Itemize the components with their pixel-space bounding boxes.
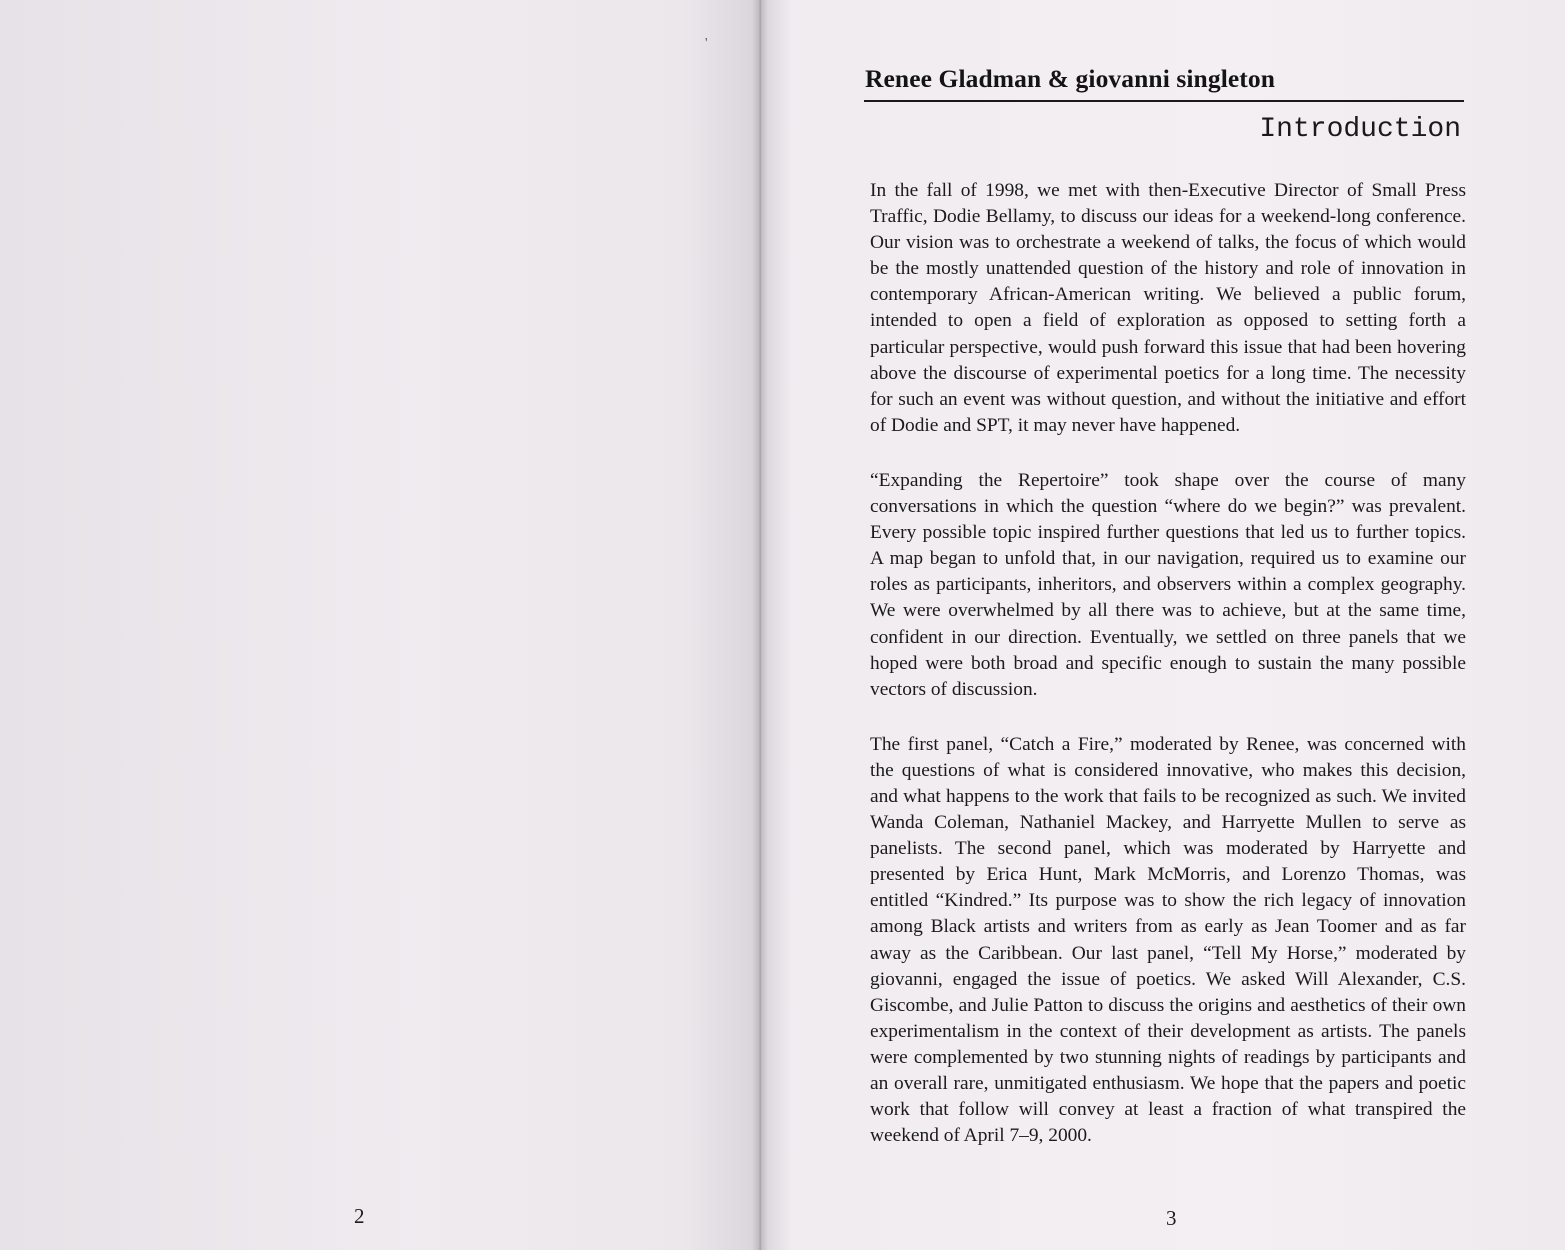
paragraph-3: The first panel, “Catch a Fire,” moderated by Renee, was concerned with the questions of what is considered innovative, who makes this decision, and what happens to the work that fails to be recognized as such. We invited Wanda Coleman, Nathaniel Mackey, and Harryette Mullen to serve as panelists. The second panel, which was moderated by Harryette and presented by Erica Hunt, Mark McMorris, and Lorenzo Thomas, was entitled “Kindred.” Its purpose was to show the rich legacy of innovation among Black artists and writers from as early as Jean Toomer and as far away as the Caribbean. Our last panel, “Tell My Horse,” moderated by giovanni, engaged the issue of poetics. We asked Will Alexander, C.S. Giscombe, and Julie Patton to discuss the origins and aesthetics of their own experimentalism in the context of their development as artists. The panels were complemented by two stunning nights of readings by participants and an overall rare, unmitigated enthusiasm. We hope that the papers and poetic work that follow will convey at least a fraction of what transpired the weekend of April 7–9, 2000. — [870, 733, 1466, 1147]
heading-rule — [864, 100, 1464, 102]
author-line: Renee Gladman & giovanni singleton — [865, 64, 1276, 93]
page-mark: ' — [705, 36, 708, 51]
book-gutter — [752, 0, 768, 1250]
page-number-left: 2 — [354, 1204, 365, 1228]
paragraph-1: In the fall of 1998, we met with then-Executive Director of Small Press Traffic, Dodie Bellamy, to discuss our ideas for a weekend-long conference. Our vision was to orchestrate a weekend of talks, the focus of which would be the mostly unattended question of the history and role of innovation in contemporary African-American writing. We believed a public forum, intended to open a field of exploration as opposed to setting forth a particular perspective, would push forward this issue that had been hovering above the discourse of experimental poetics for a long time. The necessity for such an event was without question, and without the initiative and effort of Dodie and SPT, it may never have happened. — [870, 180, 1466, 436]
introduction-body — [870, 178, 1466, 1178]
paragraph-2: “Expanding the Repertoire” took shape over the course of many conversations in which the question “where do we begin?” was prevalent. Every possible topic inspired further questions that led us to further topics. A map began to unfold that, in our navigation, required us to examine our roles as participants, inheritors, and observers within a complex geography. We were overwhelmed by all there was to achieve, but at the same time, confident in our direction. Eventually, we settled on three panels that we hoped were both broad and specific enough to sustain the many possible vectors of discussion. — [870, 469, 1466, 700]
section-heading: Introduction — [1259, 114, 1461, 145]
left-page — [0, 0, 760, 1250]
page-number-right: 3 — [1166, 1206, 1177, 1230]
